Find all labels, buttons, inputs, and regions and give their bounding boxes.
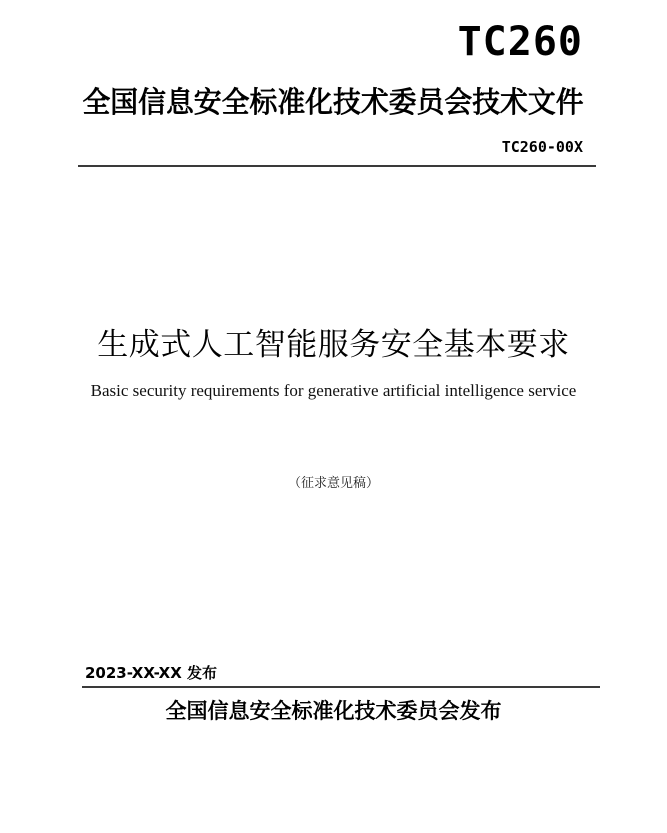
release-date: 2023-XX-XX 发布	[85, 664, 218, 682]
document-title-chinese: 生成式人工智能服务安全基本要求	[97, 327, 570, 363]
document-title-english: Basic security requirements for generative artificial intelligence service	[90, 381, 577, 400]
committee-heading-text: 全国信息安全标准化技术委员会技术文件	[82, 85, 585, 119]
footer-divider	[82, 686, 600, 688]
document-number: TC260-00X	[501, 138, 583, 156]
committee-code: TC260	[457, 19, 583, 65]
header-divider	[78, 165, 596, 167]
draft-status-note: （征求意见稿）	[287, 476, 379, 491]
committee-heading	[0, 82, 667, 122]
publisher: 全国信息安全标准化技术委员会发布	[165, 699, 502, 723]
